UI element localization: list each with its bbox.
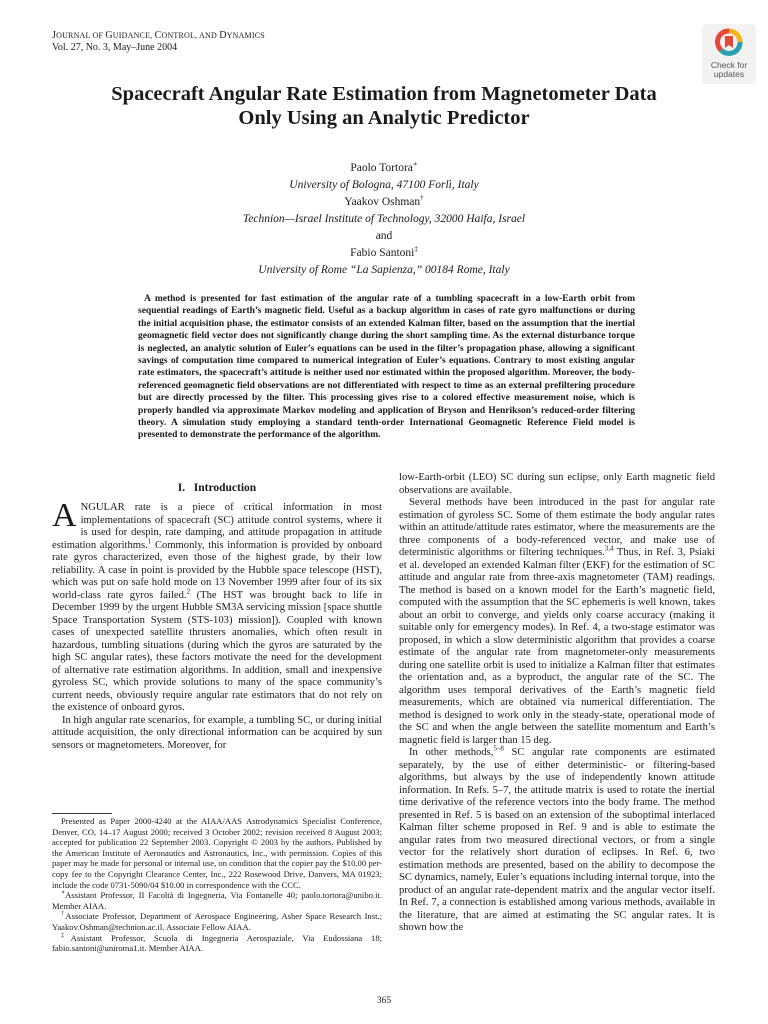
journal-name-initial: C bbox=[154, 30, 162, 41]
check-for-updates-icon bbox=[715, 28, 743, 60]
intro-paragraph: ANGULAR rate is a piece of critical information in most implementations of spacecraft (SC) attitude control systems, where it is used for despin, rate damping, and attitude propagation in attitude estimation algorithms.$^1$ Commonly, this information is provided by onboard rate gyros characterized, even those of the highest grade, by their low reliability. A case in point is provided by the Hubble space telescope (HST), which was put on safe hold mode on 13 November 1999 after four of its six world-class rate gyros failed.$^2$ (The HST was brought back to life in December 1999 by the urgent Hubble SM3A servicing mission [space shuttle Space Transportation System (STS-103) mission]). Coupled with known cases of unexpected satellite thrusters anomalies, which often result in hazardous, tumbling situations (during which the gyros are saturated by the high SC angular rates), these factors motivate the need for the development of alternative rate estimation algorithms. In addition, small and inexpensive gyroless SC, which provide solutions to many of the space community’s current needs, obviously require angular rate estimators that do not rely on the existence of onboard gyros. bbox=[52, 497, 383, 713]
journal-volume: Vol. 27, No. 3, May–June 2004 bbox=[52, 42, 178, 53]
body-paragraph: In other methods,$^{5-8}$ SC angular rate components are estimated separately, by the use of either deterministic- or filtering-based algorithms, but always by the use of independently known attitude information. In Refs. 5–7, the attitude matrix is used to rotate the inertial time derivative of the reference vectors into the body frame. The method presented in Ref. 5 is based on an extension of the suboptimal interlaced Kalman filter scheme proposed in Ref. 9 and is able to estimate the angular rates from two measured directional vectors, or from a single vector for the relatively short duration of eclipses. In Ref. 6, two estimation methods are presented, based on the ability to decompose the SC dynamics, namely, Euler’s equations including internal torque, into the product of an angular rate-dependent matrix and the angular vector itself. In Ref. 7, a connection is established among various methods, available in the literature, that are aimed at estimating the SC angular rates. It is shown how the bbox=[399, 744, 716, 933]
journal-name-initial: D bbox=[219, 30, 227, 41]
author-name: Fabio Santoni‡ bbox=[350, 245, 418, 259]
section-heading: I. Introduction bbox=[177, 482, 257, 494]
abstract: A method is presented for fast estimation of the angular rate of a tumbling spacecraft in a low-Earth orbit from sequential readings of Earth’s magnetic field. Useful as a backup algorithm in cases of rate gyro malfunctions or during the initial acquisition phase, the estimator consists of an extended Kalman filter, based on the assumption that the inertial geomagnetic field vector does not significantly change during the short sampling time. As the external disturbance torque is neglected, an analytic solution of Euler’s equations can be used in the filter’s propagation phase, allowing a significant savings of computation time compared to numerical integration of Euler’s equations. Contrary to most existing angular rate estimators, the spacecraft’s attitude is neither used nor estimated within the proposed algorithm. Moreover, the body-referenced geomagnetic field observations are not differentiated with respect to time as an external prefiltering procedure but are directly processed by the filter. This processing gives rise to a colored effective measurement noise, which is properly handled via approximate Markov modeling and application of Bryson and Henrikson’s reduced-order filtering theory. A simulation study employing a standard tenth-order International Geomagnetic Reference Field model is presented to demonstrate the performance of the algorithm. bbox=[138, 294, 635, 441]
badge-label-line1: Check for bbox=[710, 60, 748, 70]
author-conjunction: and bbox=[375, 230, 393, 242]
author-name: Paolo Tortora∗ bbox=[350, 160, 418, 174]
footnote-received: Presented as Paper 2000-4240 at the AIAA/AAS Astrodynamics Specialist Conference, Denver, CO, 14–17 August 2000; received 3 October 2002; revision received 8 August 2003; accepted for publication 22 September 2003. Copyright © 2003 by the authors. Published by the American Institute of Aeronautics and Astronautics, Inc., with permission. Copies of this paper may be made for personal or internal use, on condition that the copier pay the $10.00 per-copy fee to the Copyright Clearance Center, Inc., 222 Rosewood Drive, Danvers, MA 01923; include the code 0731-5090/04 $10.00 in correspondence with the CCC. bbox=[52, 816, 382, 890]
author-name: Yaakov Oshman† bbox=[344, 194, 424, 208]
author-affiliation: Technion—Israel Institute of Technology, 32000 Haifa, Israel bbox=[242, 213, 526, 225]
body-paragraph: low-Earth-orbit (LEO) SC during sun eclipse, only Earth magnetic field observations are available. bbox=[399, 472, 715, 496]
footnote-author: †Associate Professor, Department of Aerospace Engineering, Asher Space Research Inst.; Yaakov.Oshman@technion.ac.il. Associate Fellow AIAA. bbox=[52, 911, 382, 932]
journal-name-part: UIDANCE, bbox=[112, 31, 155, 40]
paper-title-line2: Only Using an Analytic Predictor bbox=[238, 107, 530, 129]
journal-name-part: OURNAL OF bbox=[56, 31, 106, 40]
author-affiliation: University of Bologna, 47100 Forlì, Italy bbox=[289, 179, 479, 191]
journal-name-part: ONTROL, AND bbox=[161, 31, 220, 40]
page-number: 365 bbox=[376, 996, 392, 1006]
journal-name-part: YNAMICS bbox=[226, 31, 265, 40]
footnote-author: ∗Assistant Professor, II Facoltà di Ingegneria, Via Fontanelle 40; paolo.tortora@unibo.it. Member AIAA. bbox=[52, 890, 382, 911]
right-column bbox=[399, 472, 715, 935]
footnote-author: ‡Assistant Professor, Scuola di Ingegneria Aerospaziale, Via Eudossiana 18; fabio.santoni@uniroma1.it. Member AIAA. bbox=[52, 932, 383, 954]
author-affiliation: University of Rome “La Sapienza,” 00184 Rome, Italy bbox=[258, 264, 510, 276]
check-for-updates-badge[interactable] bbox=[702, 24, 756, 84]
left-column bbox=[52, 497, 383, 752]
body-paragraph: In high angular rate scenarios, for example, a tumbling SC, or during initial attitude acquisition, the only directional information can be acquired by sun sensors or magnetometers. Moreover, for bbox=[52, 714, 382, 751]
paper-title bbox=[40, 82, 728, 130]
journal-name-initial: G bbox=[105, 30, 113, 41]
journal-name bbox=[52, 30, 265, 42]
author-block bbox=[140, 160, 628, 279]
journal-name-initial: J bbox=[52, 30, 57, 41]
footnotes bbox=[52, 816, 382, 954]
drop-cap: A bbox=[52, 497, 77, 534]
paper-title-line1: Spacecraft Angular Rate Estimation from Magnetometer Data bbox=[111, 83, 657, 105]
footnote-rule bbox=[52, 813, 112, 814]
badge-label-line2: updates bbox=[713, 69, 745, 79]
body-paragraph: Several methods have been introduced in the past for angular rate estimation of gyroless SC. Some of them estimate the body angular rates within an attitude/attitude rates estimator, where the measurements are the three components of a body-referenced vector, and make use of deterministic algorithms or filtering techniques.$^{3,4}$ Thus, in Ref. 3, Psiaki et al. developed an extended Kalman filter (EKF) for the estimation of SC attitude and angular rate from three-axis magnetometer (TAM) readings. The method is based on a known model for the Earth’s magnetic field, computed with the assumption that the SC ephemeris is well known, takes about an orbit to converge, and yields only coarse accuracy (making it suitable only for emergency modes). In Ref. 4, a two-stage estimator was proposed, in which a slow deterministic algorithm that provides a coarse estimate of the angular rate from magnetometer-only measurements during one satellite orbit is used to initialize a Kalman filter that estimates the orientation and, as a byproduct, the angular rate of the SC. The algorithm uses temporal derivatives of the Earth’s magnetic field measurements, which are obtained via numerical differentiation. The method is designed to work only in the steady-state, operational mode of the SC and when the angle between the satellite momentum and Earth’s magnetic field is larger than 15 deg. bbox=[399, 497, 715, 746]
